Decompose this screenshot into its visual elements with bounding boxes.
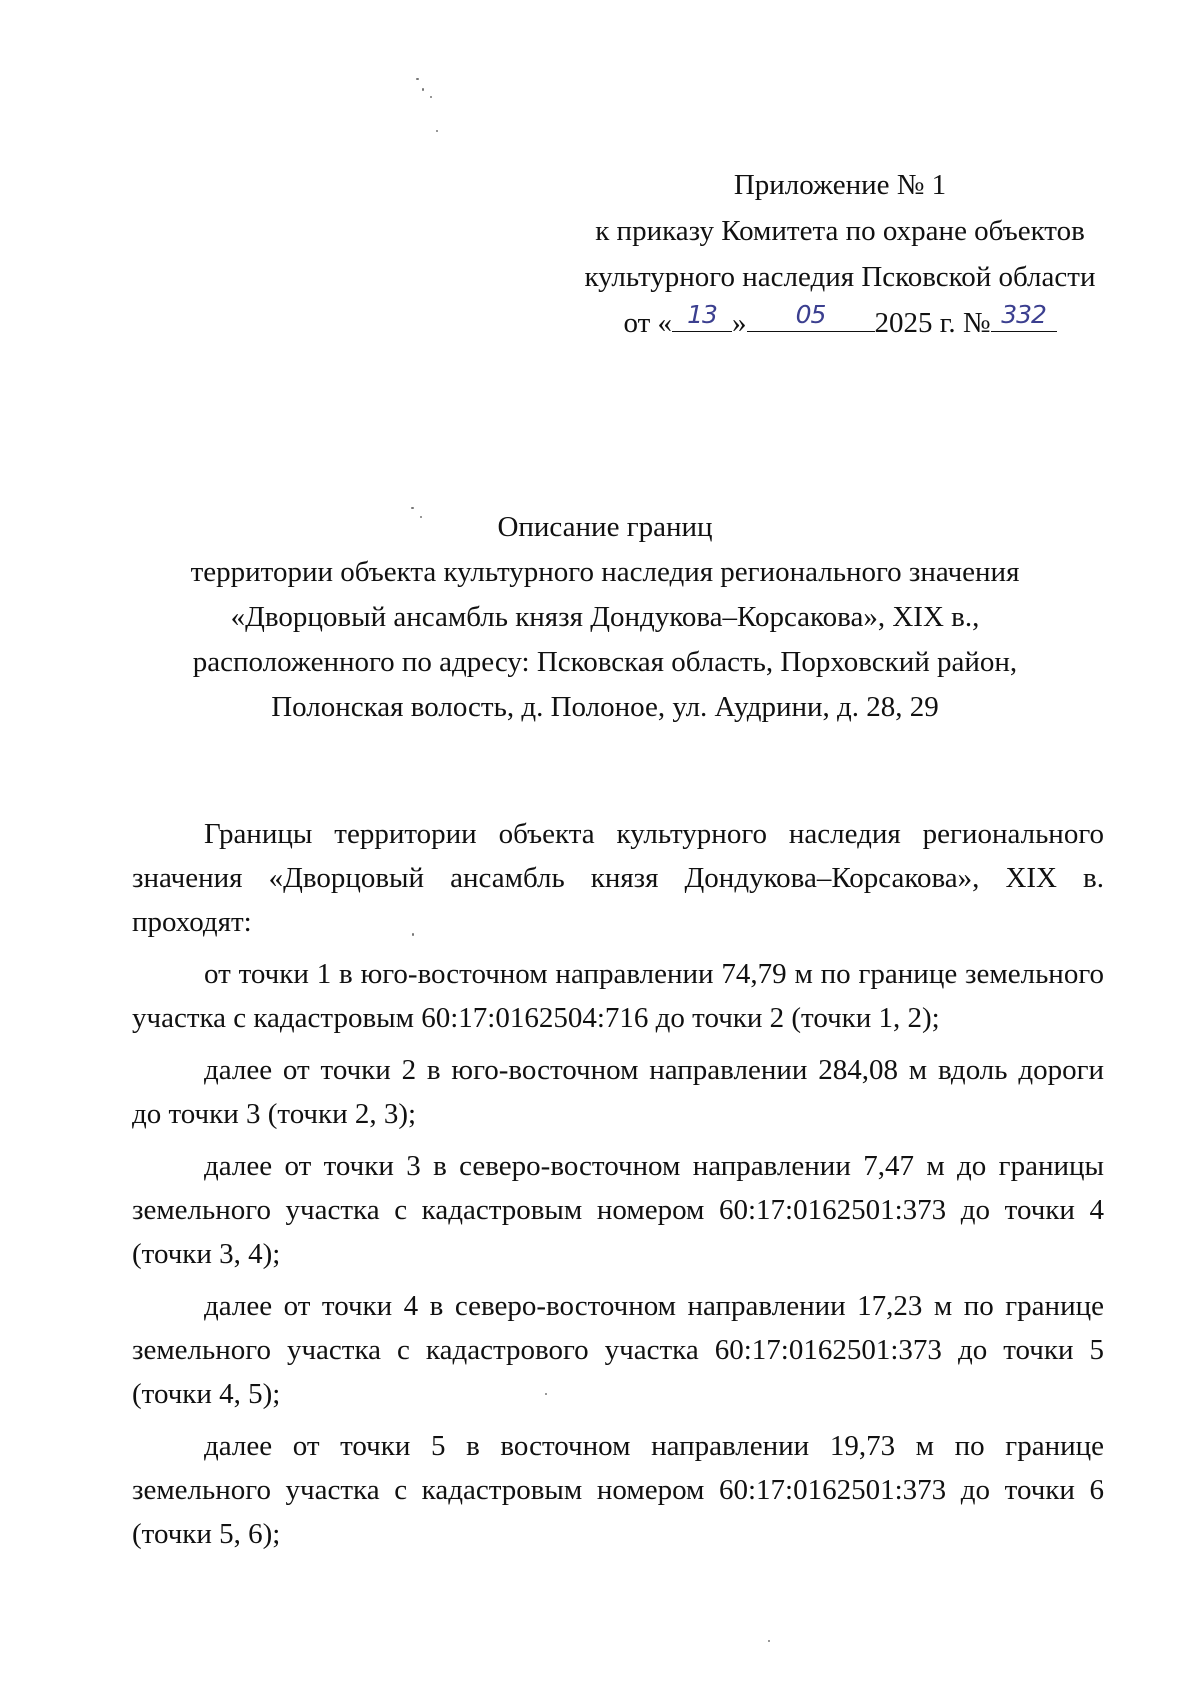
segment-paragraph-3: далее от точки 3 в северо-восточном направлении 7,47 м до границы земельного участка с кадастровым номером 60:17:0162501:373 до точки 4 (точки 3, 4); xyxy=(132,1150,1104,1270)
boundary-description xyxy=(132,812,1104,1564)
segment-paragraph-5: далее от точки 5 в восточном направлении 19,73 м по границе земельного участка с кадастровым номером 60:17:0162501:373 до точки 6 (точки 5, 6); xyxy=(132,1430,1104,1550)
handwritten-day: 13 xyxy=(687,300,717,329)
scan-speck xyxy=(768,1640,770,1642)
title-line-2: территории объекта культурного наследия регионального значения xyxy=(190,556,1020,588)
title-line-3: «Дворцовый ансамбль князя Дондукова–Корсакова», XIX в., xyxy=(230,601,980,633)
scan-speck xyxy=(422,88,424,91)
scan-speck xyxy=(416,78,419,80)
document-title xyxy=(130,505,1080,730)
title-line-4: расположенного по адресу: Псковская область, Порховский район, xyxy=(192,646,1018,678)
handwritten-order-number: 332 xyxy=(1001,300,1046,329)
intro-paragraph: Границы территории объекта культурного наследия регионального значения «Дворцовый ансамбль князя Дондукова–Корсакова», XIX в. проходят: xyxy=(132,818,1104,938)
date-mid: » xyxy=(732,307,747,339)
month-field xyxy=(747,301,875,332)
appendix-committee: культурного наследия Псковской области xyxy=(584,261,1096,293)
order-number-field xyxy=(991,301,1057,332)
segment-paragraph-4: далее от точки 4 в северо-восточном направлении 17,23 м по границе земельного участка с кадастрового участка 60:17:0162501:373 до точки 5 (точки 4, 5); xyxy=(132,1290,1104,1410)
day-field xyxy=(672,301,732,332)
year-text: 2025 г. № xyxy=(874,307,991,339)
scan-speck xyxy=(412,933,414,936)
scan-speck xyxy=(420,516,422,518)
date-prefix: от « xyxy=(623,307,672,339)
scan-speck xyxy=(411,507,414,509)
scan-speck xyxy=(545,1393,547,1395)
handwritten-month: 05 xyxy=(795,300,826,329)
title-line-5: Полонская волость, д. Полоное, ул. Аудрини, д. 28, 29 xyxy=(271,691,939,723)
appendix-date-line xyxy=(560,300,1120,346)
title-line-1: Описание границ xyxy=(497,511,713,543)
appendix-header xyxy=(560,162,1120,346)
scan-speck xyxy=(430,96,432,98)
segment-paragraph-1: от точки 1 в юго-восточном направлении 74,79 м по границе земельного участка с кадастровым 60:17:0162504:716 до точки 2 (точки 1, 2); xyxy=(132,958,1104,1034)
appendix-title: Приложение № 1 xyxy=(733,169,947,201)
scan-speck xyxy=(436,130,438,132)
segment-paragraph-2: далее от точки 2 в юго-восточном направлении 284,08 м вдоль дороги до точки 3 (точки 2, 3); xyxy=(132,1054,1104,1130)
appendix-order-ref: к приказу Комитета по охране объектов xyxy=(595,215,1085,247)
